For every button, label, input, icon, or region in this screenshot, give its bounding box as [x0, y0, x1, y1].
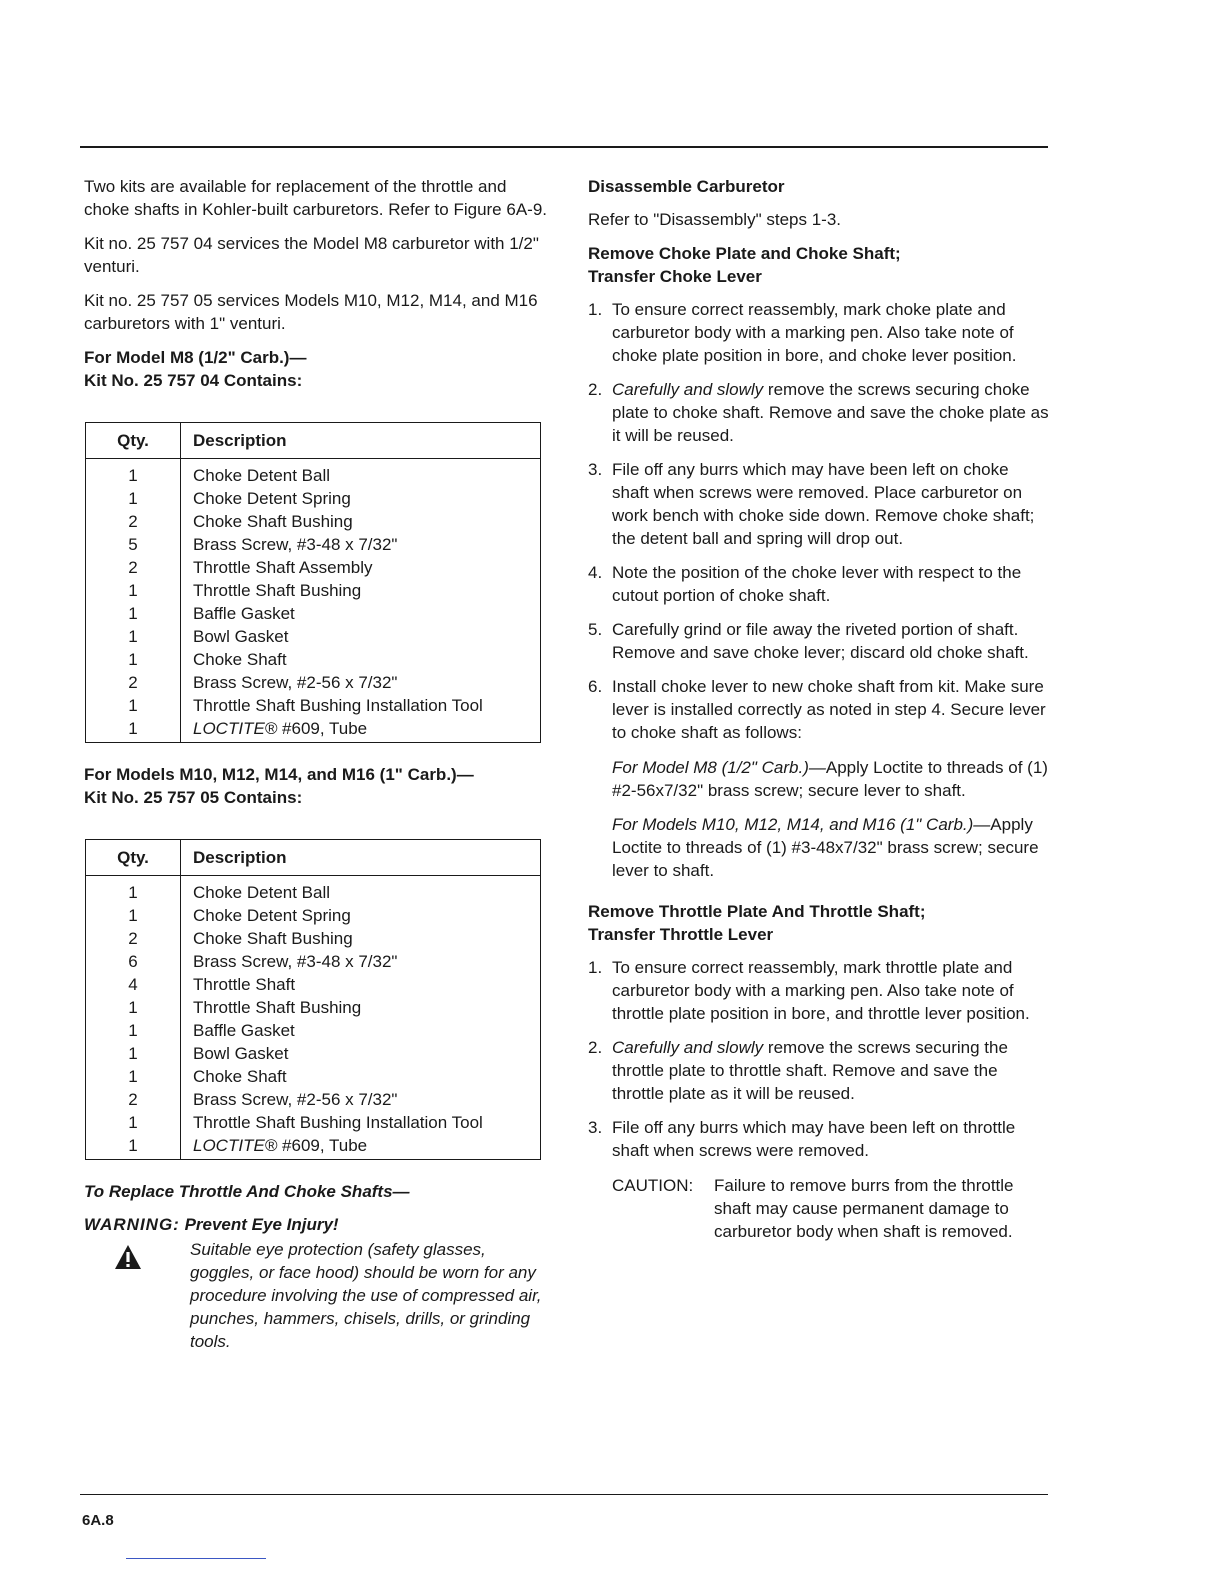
- list-item: 2. Carefully and slowly remove the screws securing the throttle plate to throttle shaft. Remove and save the throttle plate as it will be reused.: [588, 1038, 1008, 1103]
- table-row: 1 LOCTITE® #609, Tube: [86, 1134, 541, 1160]
- table-row: 1 Throttle Shaft Bushing Installation Tool: [86, 1111, 541, 1134]
- intro-paragraph-1: Two kits are available for replacement of the throttle and choke shafts in Kohler-built carburetors. Refer to Figure 6A-9.: [84, 177, 547, 219]
- footer-link-line: [126, 1558, 266, 1559]
- choke-sub-step-m10: For Models M10, M12, M14, and M16 (1" Carb.)—Apply Loctite to threads of (1) #3-48x7/32" brass screw; secure lever to shaft.: [612, 815, 1039, 880]
- kit1-desc-header: Description: [181, 423, 541, 459]
- disassemble-text: Refer to "Disassembly" steps 1-3.: [588, 210, 841, 229]
- intro-paragraph-3: Kit no. 25 757 05 services Models M10, M12, M14, and M16 carburetors with 1" venturi.: [84, 291, 538, 333]
- table-row: 1 LOCTITE® #609, Tube: [86, 717, 541, 743]
- kit2-desc-header: Description: [181, 840, 541, 876]
- table-row: 1 Baffle Gasket: [86, 1019, 541, 1042]
- intro-paragraph-2: Kit no. 25 757 04 services the Model M8 carburetor with 1/2" venturi.: [84, 234, 539, 276]
- replace-shafts-heading: To Replace Throttle And Choke Shafts—: [84, 1182, 410, 1201]
- warning-heading: [84, 1213, 554, 1236]
- throttle-heading: Remove Throttle Plate And Throttle Shaft; Transfer Throttle Lever: [588, 902, 926, 944]
- kit1-qty-header: Qty.: [86, 423, 181, 459]
- warning-triangle-icon: [114, 1244, 142, 1270]
- list-item: 2. Carefully and slowly remove the screws securing choke plate to choke shaft. Remove and save the choke plate as it will be reused.: [588, 380, 1049, 445]
- table-row: 1 Choke Detent Spring: [86, 487, 541, 510]
- table-row: 1 Throttle Shaft Bushing: [86, 579, 541, 602]
- table-row: 1 Choke Detent Spring: [86, 904, 541, 927]
- list-item: 1. To ensure correct reassembly, mark throttle plate and carburetor body with a marking pen. Also take note of throttle plate position in bore, and throttle lever position.: [588, 958, 1030, 1023]
- warning-block: [84, 1238, 554, 1353]
- table-row: 1 Choke Detent Ball: [86, 876, 541, 905]
- kit2-qty-header: Qty.: [86, 840, 181, 876]
- table-row: 1 Choke Detent Ball: [86, 459, 541, 488]
- page-number: 6A.8: [82, 1512, 114, 1529]
- disassemble-heading: Disassemble Carburetor: [588, 177, 785, 196]
- caution-label: CAUTION:: [612, 1176, 694, 1195]
- caution-text: Failure to remove burrs from the throttle shaft may cause permanent damage to carburetor body when shaft is removed.: [714, 1176, 1014, 1241]
- caution-note: [588, 1174, 1050, 1243]
- table-row: 1 Bowl Gasket: [86, 1042, 541, 1065]
- choke-steps: [588, 298, 1050, 744]
- list-item: 6. Install choke lever to new choke shaft from kit. Make sure lever is installed correctly as noted in step 4. Secure lever to choke shaft as follows:: [588, 677, 1046, 742]
- kit1-table: [85, 422, 541, 743]
- right-column: [588, 175, 1050, 1243]
- left-column: [84, 175, 554, 1353]
- table-row: 5 Brass Screw, #3-48 x 7/32": [86, 533, 541, 556]
- table-row: 2 Choke Shaft Bushing: [86, 510, 541, 533]
- list-item: 4. Note the position of the choke lever with respect to the cutout portion of choke shaft.: [588, 563, 1022, 605]
- choke-sub-step-m8: For Model M8 (1/2" Carb.)—Apply Loctite to threads of (1) #2-56x7/32" brass screw; secure lever to shaft.: [612, 758, 1048, 800]
- list-item: 1. To ensure correct reassembly, mark choke plate and carburetor body with a marking pen. Also take note of choke plate position in bore, and choke lever position.: [588, 300, 1017, 365]
- kit1-heading: For Model M8 (1/2" Carb.)— Kit No. 25 757 04 Contains:: [84, 348, 307, 390]
- table-row: 1 Throttle Shaft Bushing: [86, 996, 541, 1019]
- warning-title: Prevent Eye Injury!: [184, 1215, 339, 1234]
- table-row: 1 Baffle Gasket: [86, 602, 541, 625]
- throttle-steps: [588, 956, 1050, 1162]
- table-row: 1 Bowl Gasket: [86, 625, 541, 648]
- table-row: 2 Brass Screw, #2-56 x 7/32": [86, 671, 541, 694]
- list-item: 5. Carefully grind or file away the riveted portion of shaft. Remove and save choke lever; discard old choke shaft.: [588, 620, 1029, 662]
- table-row: 1 Throttle Shaft Bushing Installation Tool: [86, 694, 541, 717]
- list-item: 3. File off any burrs which may have been left on throttle shaft when screws were removed.: [588, 1118, 1016, 1160]
- table-row: 2 Choke Shaft Bushing: [86, 927, 541, 950]
- warning-label: WARNING:: [84, 1215, 180, 1234]
- top-rule: [80, 146, 1048, 148]
- table-row: 2 Brass Screw, #2-56 x 7/32": [86, 1088, 541, 1111]
- table-row: 6 Brass Screw, #3-48 x 7/32": [86, 950, 541, 973]
- bottom-rule: [80, 1494, 1048, 1495]
- table-row: 1 Choke Shaft: [86, 1065, 541, 1088]
- kit2-table: [85, 839, 541, 1160]
- table-row: 1 Choke Shaft: [86, 648, 541, 671]
- table-row: 4 Throttle Shaft: [86, 973, 541, 996]
- warning-text: Suitable eye protection (safety glasses, goggles, or face hood) should be worn for any procedure involving the use of compressed air, punches, hammers, chisels, drills, or grinding tools.: [190, 1240, 542, 1351]
- kit2-heading: For Models M10, M12, M14, and M16 (1" Carb.)— Kit No. 25 757 05 Contains:: [84, 765, 474, 807]
- table-row: 2 Throttle Shaft Assembly: [86, 556, 541, 579]
- choke-heading: Remove Choke Plate and Choke Shaft; Transfer Choke Lever: [588, 244, 901, 286]
- list-item: 3. File off any burrs which may have been left on choke shaft when screws were removed. Place carburetor on work bench with choke side down. Remove choke shaft; the detent ball and spring will drop out.: [588, 460, 1035, 548]
